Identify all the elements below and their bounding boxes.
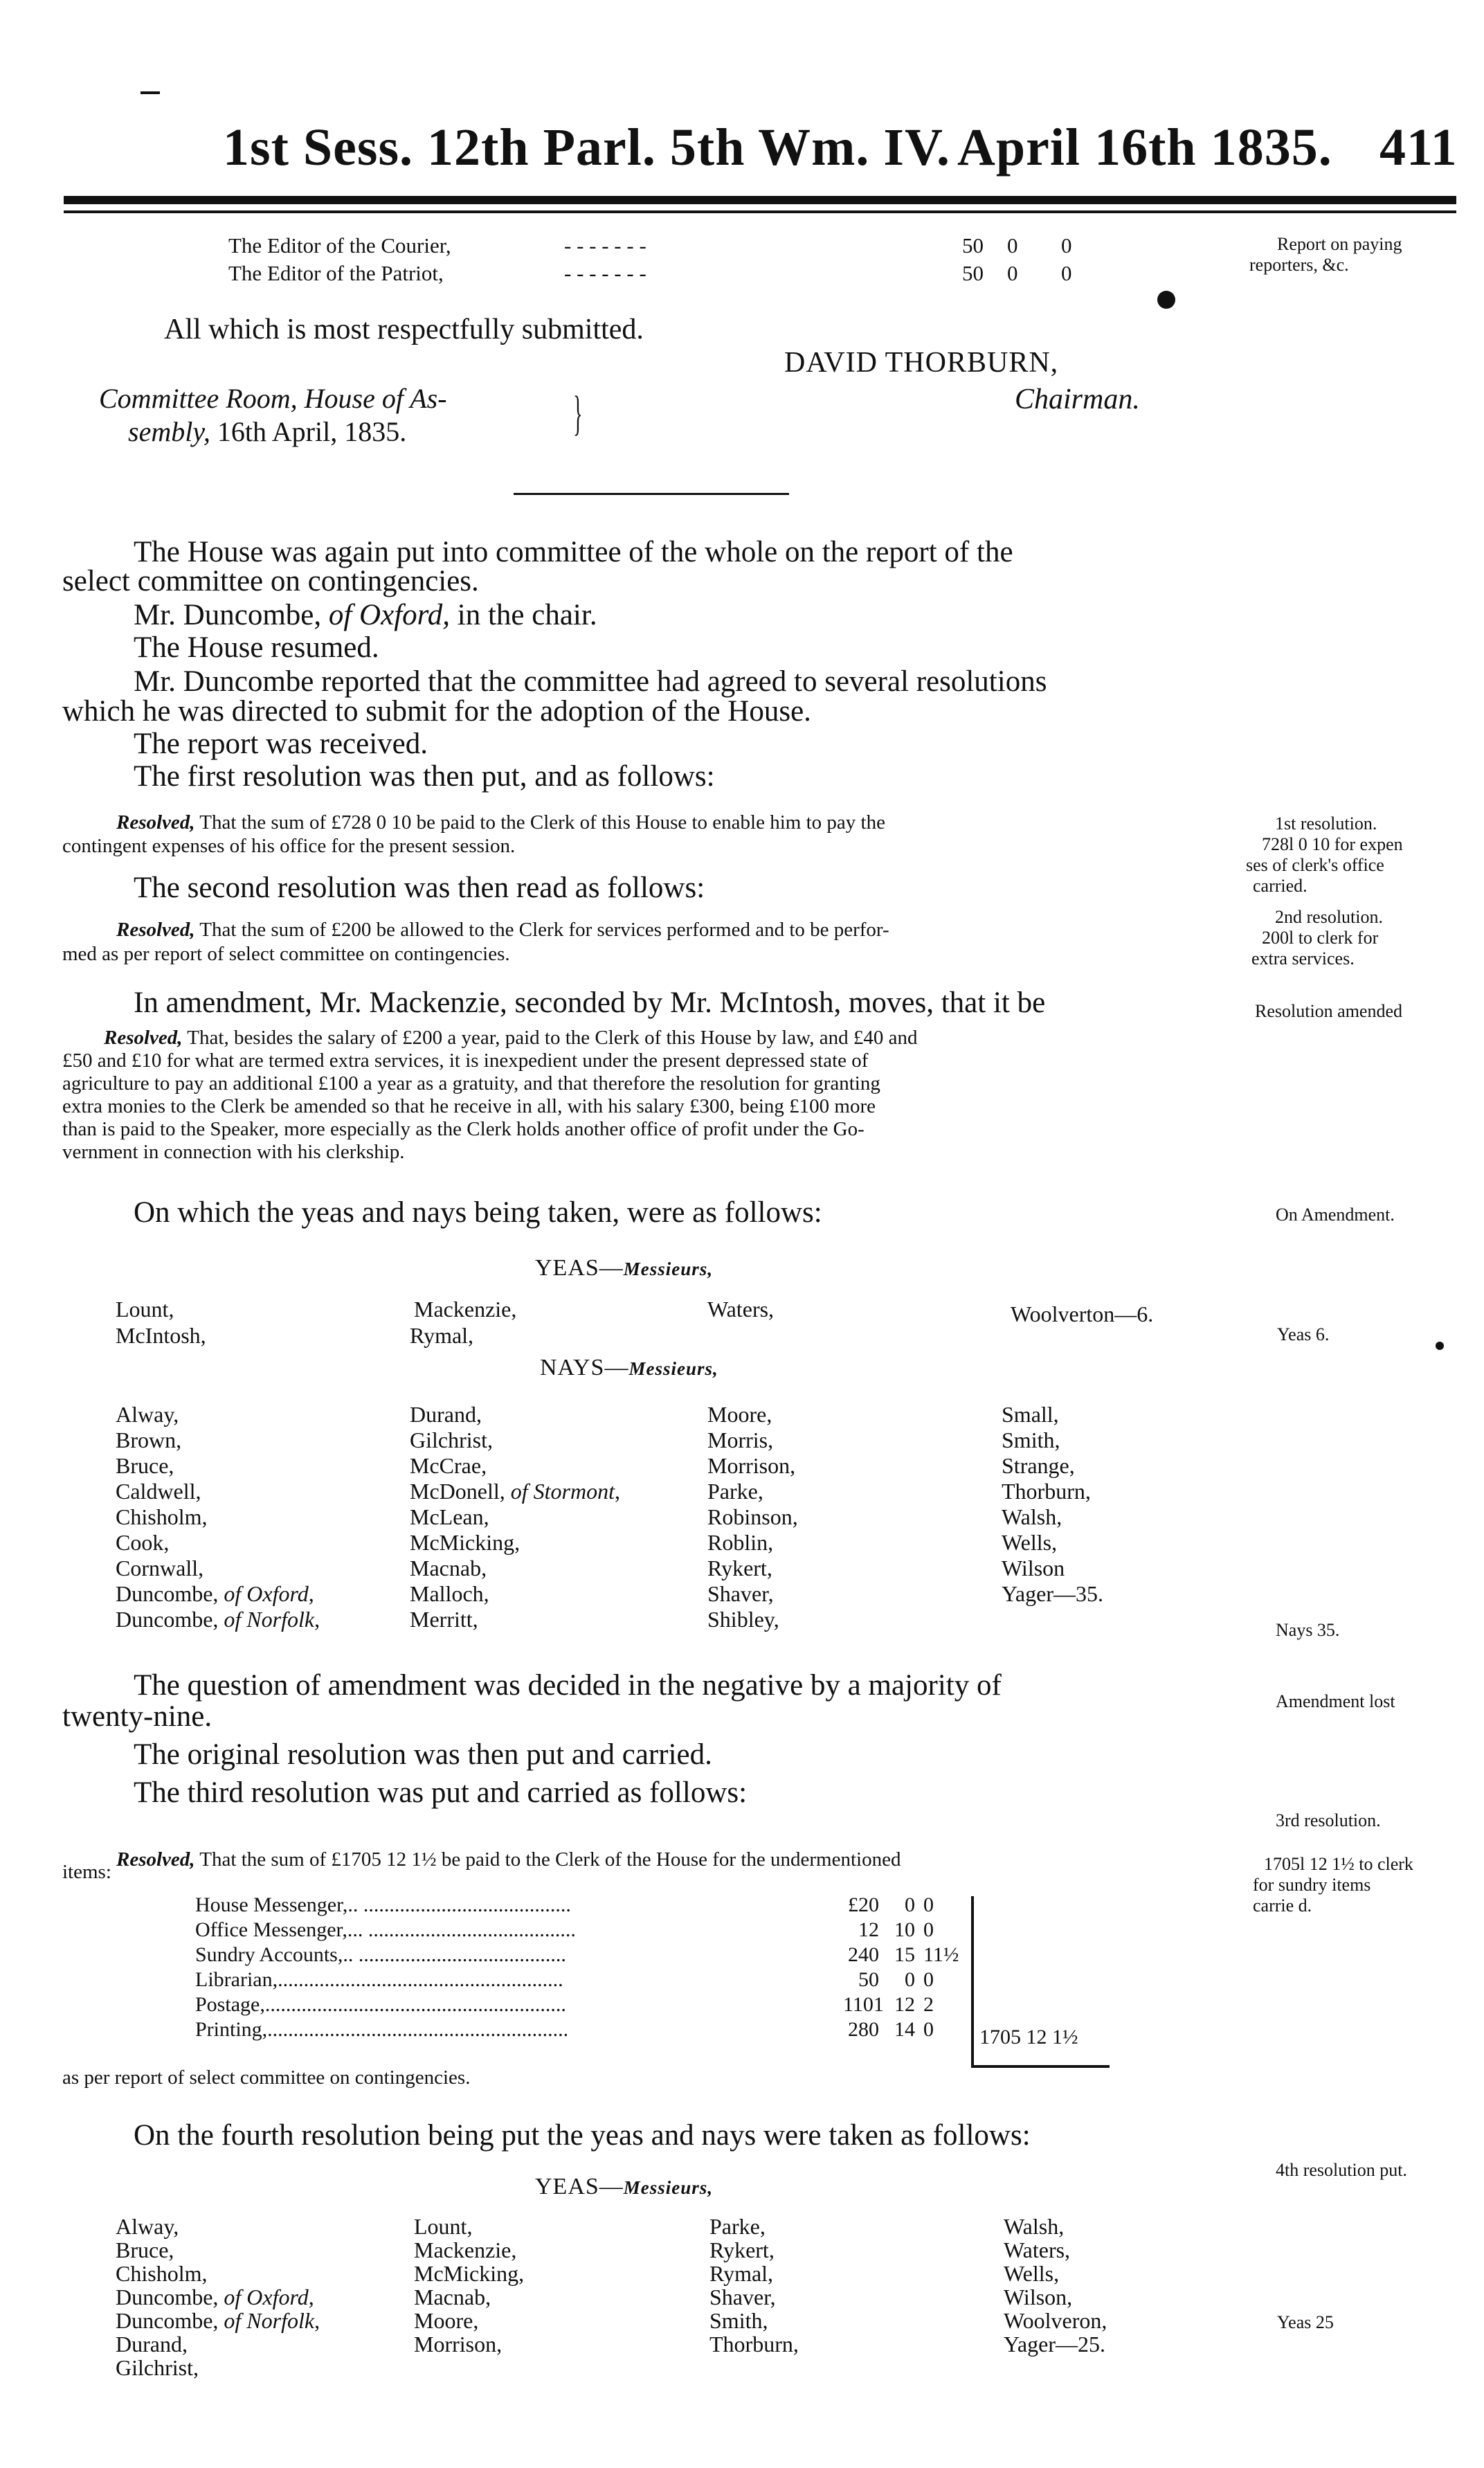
member-name: Duncombe, of Oxford, <box>116 1581 314 1606</box>
paragraph: The third resolution was put and carried as follows: <box>134 1776 748 1809</box>
paragraph: The House resumed. <box>134 631 379 664</box>
member-name: Yager—35. <box>1002 1581 1103 1606</box>
header-session: 1st Sess. 12th Parl. 5th Wm. IV. <box>223 118 951 177</box>
member-name: Parke, <box>709 2214 766 2239</box>
report-item-label: The Editor of the Patriot, <box>228 261 444 285</box>
heading-word: NAYS— <box>540 1355 629 1380</box>
member-name: Morrison, <box>707 1453 796 1478</box>
member-name: Parke, <box>707 1479 763 1504</box>
table-row <box>195 1943 963 1967</box>
member-name: Robinson, <box>707 1504 798 1529</box>
report-item-pence: 0 <box>1061 233 1072 258</box>
table-row <box>195 1968 963 1992</box>
member-name: McMicking, <box>410 1530 521 1555</box>
paragraph: The second resolution was then read as follows: <box>134 872 705 904</box>
place-date: 16th April, 1835. <box>217 416 407 447</box>
paragraph: The report was received. <box>134 728 428 760</box>
item-pounds: 240 <box>848 1943 879 1966</box>
item-shillings: 10 <box>894 1918 915 1941</box>
member-name: McCrae, <box>410 1453 487 1478</box>
margin-note: ses of clerk's office <box>1246 855 1384 875</box>
item-shillings: 0 <box>905 1968 915 1991</box>
member-name: Strange, <box>1002 1453 1075 1478</box>
margin-note: 200l to clerk for <box>1262 928 1379 948</box>
submission-line: All which is most respectfully submitted. <box>164 314 644 345</box>
margin-note: Amendment lost <box>1276 1691 1395 1711</box>
section-divider <box>514 493 789 495</box>
resolution-line: vernment in connection with his clerkship. <box>62 1141 405 1163</box>
nays-heading <box>540 1355 718 1381</box>
chair-text: in the chair. <box>457 599 597 631</box>
report-item-pounds: 50 <box>962 233 984 258</box>
member-name: Smith, <box>709 2308 768 2333</box>
member-name: Mackenzie, <box>414 2237 517 2262</box>
margin-note: extra services. <box>1251 948 1355 969</box>
signer-title: Chairman. <box>1015 384 1140 415</box>
member-name: Walsh, <box>1002 1504 1062 1529</box>
header-date: April 16th 1835. <box>957 118 1332 177</box>
margin-note: Yeas 6. <box>1277 1324 1330 1344</box>
member-name: Yager—25. <box>1004 2332 1105 2357</box>
header-rule <box>64 196 1456 204</box>
total-underline <box>971 2065 1110 2068</box>
member-name: Shaver, <box>709 2285 776 2309</box>
member-name: Macnab, <box>410 1556 487 1580</box>
heading-word: YEAS— <box>535 1255 624 1281</box>
signer-name: DAVID THORBURN, <box>784 347 1059 379</box>
member-name: Rykert, <box>709 2237 775 2262</box>
header-rule-thin <box>64 210 1456 213</box>
member-name: Morrison, <box>414 2332 503 2357</box>
place-word: sembly, <box>128 416 210 447</box>
item-label: Librarian,....................................................... <box>195 1968 563 1991</box>
paragraph: The original resolution was then put and carried. <box>134 1738 712 1771</box>
margin-note: 4th resolution put. <box>1276 2160 1407 2180</box>
member-name: Waters, <box>707 1297 775 1322</box>
member-name: McLean, <box>410 1504 489 1529</box>
resolution-line: extra monies to the Clerk be amended so that he receive in all, with his salary £300, being £100 more <box>62 1095 876 1117</box>
member-name: Duncombe, of Norfolk, <box>116 2308 320 2333</box>
margin-note: carrie d. <box>1253 1895 1312 1916</box>
member-name: Chisholm, <box>116 2261 208 2286</box>
member-name: Woolverton—6. <box>1011 1301 1154 1326</box>
item-pence: 0 <box>923 1918 934 1941</box>
report-item-leaders: - - - - - - - <box>564 233 646 258</box>
table-row <box>195 1993 963 2017</box>
member-name: Chisholm, <box>116 1504 208 1529</box>
paragraph: select committee on contingencies. <box>62 565 479 597</box>
total-bracket <box>971 1896 974 2068</box>
member-name: Duncombe, of Norfolk, <box>116 1607 320 1632</box>
member-name: Moore, <box>414 2308 479 2333</box>
member-name: Lount, <box>414 2214 473 2239</box>
paragraph: On the fourth resolution being put the yeas and nays were taken as follows: <box>134 2119 1031 2152</box>
member-name: Malloch, <box>410 1581 489 1606</box>
ink-blot <box>1157 291 1175 309</box>
item-pence: 11½ <box>923 1943 959 1966</box>
member-name: Durand, <box>116 2332 188 2357</box>
margin-note: Resolution amended <box>1255 1001 1403 1021</box>
table-row <box>195 1918 963 1942</box>
resolution-text <box>116 919 889 942</box>
member-name: Wells, <box>1002 1530 1058 1555</box>
margin-note: Yeas 25 <box>1277 2312 1334 2332</box>
member-name: Cornwall, <box>116 1556 204 1580</box>
member-name: Bruce, <box>116 2237 174 2262</box>
member-name: Moore, <box>707 1402 772 1427</box>
member-name: Rykert, <box>707 1556 772 1580</box>
resolved-word: Resolved, <box>104 1027 183 1049</box>
paragraph: which he was directed to submit for the adoption of the House. <box>62 695 811 728</box>
ink-dot <box>1436 1342 1444 1350</box>
paragraph: In amendment, Mr. Mackenzie, seconded by Mr. McIntosh, moves, that it be <box>134 987 1046 1019</box>
member-name: Bruce, <box>116 1453 174 1478</box>
paragraph: Mr. Duncombe reported that the committee had agreed to several resolutions <box>134 665 1047 698</box>
report-item-pounds: 50 <box>962 261 984 285</box>
resolution-line: That the sum of £1705 12 1½ be paid to the Clerk of the House for the undermentioned <box>199 1848 901 1871</box>
margin-note: Nays 35. <box>1276 1620 1340 1640</box>
margin-note: 1705l 12 1½ to clerk <box>1264 1854 1413 1874</box>
item-pounds: 50 <box>858 1968 879 1991</box>
stray-mark <box>141 91 160 94</box>
heading-word: YEAS— <box>535 2174 624 2199</box>
member-name: Wells, <box>1004 2261 1060 2286</box>
member-name: Waters, <box>1004 2237 1071 2262</box>
page-number: 411 <box>1379 118 1458 177</box>
member-name: Mackenzie, <box>414 1297 517 1322</box>
resolution-line: med as per report of select committee on contingencies. <box>62 943 510 965</box>
committee-room-line2 <box>128 415 406 448</box>
member-name: Thorburn, <box>1002 1479 1091 1504</box>
item-shillings: 14 <box>894 2018 915 2041</box>
report-item-leaders: - - - - - - - <box>564 261 646 285</box>
member-name: Caldwell, <box>116 1479 201 1504</box>
resolution-text <box>104 1027 917 1050</box>
member-name: Rymal, <box>410 1323 474 1348</box>
member-name: Morris, <box>707 1427 774 1452</box>
member-name: Mr. Duncombe, <box>134 599 322 631</box>
margin-note: 728l 0 10 for expen <box>1262 834 1403 854</box>
paragraph: The question of amendment was decided in the negative by a majority of <box>134 1669 1002 1702</box>
member-name: Woolveron, <box>1004 2308 1107 2333</box>
brace-glyph: } <box>573 387 583 440</box>
item-label: Sundry Accounts,.. ........................................ <box>195 1943 566 1966</box>
item-pence: 0 <box>923 1893 934 1916</box>
heading-sub: Messieurs, <box>628 1358 718 1379</box>
item-pounds: 12 <box>858 1918 879 1941</box>
item-label: Postage,.......................................................... <box>195 1993 566 2016</box>
margin-note: carried. <box>1253 876 1307 896</box>
member-name: Wilson <box>1002 1556 1065 1580</box>
member-riding: of Oxford, <box>328 599 451 631</box>
resolved-word: Resolved, <box>116 811 195 834</box>
yeas-heading <box>535 2174 713 2200</box>
member-name: Macnab, <box>414 2285 491 2309</box>
item-pence: 0 <box>923 1968 934 1991</box>
member-name: Smith, <box>1002 1427 1060 1452</box>
items-total: 1705 12 1½ <box>979 2026 1078 2048</box>
member-name: Small, <box>1002 1402 1059 1427</box>
member-name: Gilchrist, <box>116 2355 199 2380</box>
resolution-text <box>116 1848 901 1871</box>
report-item-shillings: 0 <box>1007 261 1018 285</box>
resolution-line: items: <box>62 1861 111 1883</box>
margin-note: for sundry items <box>1253 1875 1371 1895</box>
resolution-line: agriculture to pay an additional £100 a year as a gratuity, and that therefore the resolution for granting <box>62 1072 880 1095</box>
item-pence: 0 <box>923 2018 934 2041</box>
member-name: McIntosh, <box>116 1323 206 1348</box>
resolved-word: Resolved, <box>116 1848 195 1871</box>
report-item-shillings: 0 <box>1007 233 1018 258</box>
report-item-pence: 0 <box>1061 261 1072 285</box>
table-row <box>195 1893 963 1917</box>
member-name: Duncombe, of Oxford, <box>116 2285 314 2309</box>
item-pence: 2 <box>923 1993 934 2016</box>
margin-note: reporters, &c. <box>1249 255 1349 275</box>
item-label: Printing,.......................................................... <box>195 2018 569 2041</box>
committee-room-line1: Committee Room, House of As- <box>99 383 447 414</box>
paragraph: twenty-nine. <box>62 1700 212 1733</box>
member-name: Brown, <box>116 1427 182 1452</box>
heading-sub: Messieurs, <box>623 2177 714 2198</box>
member-name: Durand, <box>410 1402 482 1427</box>
item-shillings: 15 <box>894 1943 915 1966</box>
report-item-label: The Editor of the Courier, <box>228 233 451 258</box>
yeas-heading <box>535 1255 713 1281</box>
item-label: House Messenger,.. ........................................ <box>195 1893 571 1916</box>
member-name: Walsh, <box>1004 2214 1065 2239</box>
paragraph: The first resolution was then put, and as follows: <box>134 760 715 793</box>
paragraph: The House was again put into committee of the whole on the report of the <box>134 536 1013 568</box>
member-name: Gilchrist, <box>410 1427 493 1452</box>
member-name: Alway, <box>116 2214 179 2239</box>
member-name: Shibley, <box>707 1607 779 1632</box>
paragraph: On which the yeas and nays being taken, were as follows: <box>134 1196 822 1229</box>
member-name: Thorburn, <box>709 2332 799 2357</box>
member-name: Shaver, <box>707 1581 774 1606</box>
item-pounds: 280 <box>848 2018 879 2041</box>
paragraph <box>134 598 597 632</box>
resolution-line: £50 and £10 for what are termed extra services, it is inexpedient under the present depressed state of <box>62 1050 869 1072</box>
resolution-text <box>116 811 885 834</box>
resolved-word: Resolved, <box>116 919 195 941</box>
member-name: Lount, <box>116 1297 174 1322</box>
item-label: Office Messenger,... ........................................ <box>195 1918 576 1941</box>
margin-note: 1st resolution. <box>1275 813 1377 834</box>
resolution-line: That the sum of £200 be allowed to the Clerk for services performed and to be perfor- <box>199 919 889 941</box>
item-shillings: 12 <box>894 1993 915 2016</box>
resolution-line: contingent expenses of his office for the present session. <box>62 835 516 857</box>
item-pounds: £20 <box>848 1893 879 1916</box>
resolution-line: That, besides the salary of £200 a year, paid to the Clerk of this House by law, and £40 and <box>187 1027 918 1049</box>
member-name: Wilson, <box>1004 2285 1073 2309</box>
member-name: McMicking, <box>414 2261 525 2286</box>
member-name: Cook, <box>116 1530 170 1555</box>
table-row <box>195 2018 963 2042</box>
margin-note: 2nd resolution. <box>1275 907 1383 927</box>
member-name: McDonell, of Stormont, <box>410 1479 620 1504</box>
item-pounds: 1101 <box>843 1993 884 2016</box>
resolution-line: That the sum of £728 0 10 be paid to the Clerk of this House to enable him to pay the <box>199 811 885 834</box>
margin-note: Report on paying <box>1277 234 1402 254</box>
margin-note: 3rd resolution. <box>1276 1810 1381 1830</box>
member-name: Rymal, <box>709 2261 774 2286</box>
margin-note: On Amendment. <box>1276 1205 1395 1225</box>
resolution-line: than is paid to the Speaker, more especially as the Clerk holds another office of profit under the Go- <box>62 1118 865 1140</box>
member-name: Roblin, <box>707 1530 774 1555</box>
heading-sub: Messieurs, <box>623 1259 714 1279</box>
resolution-line: as per report of select committee on contingencies. <box>62 2066 471 2089</box>
member-name: Merritt, <box>410 1607 478 1632</box>
item-shillings: 0 <box>905 1893 915 1916</box>
member-name: Alway, <box>116 1402 179 1427</box>
